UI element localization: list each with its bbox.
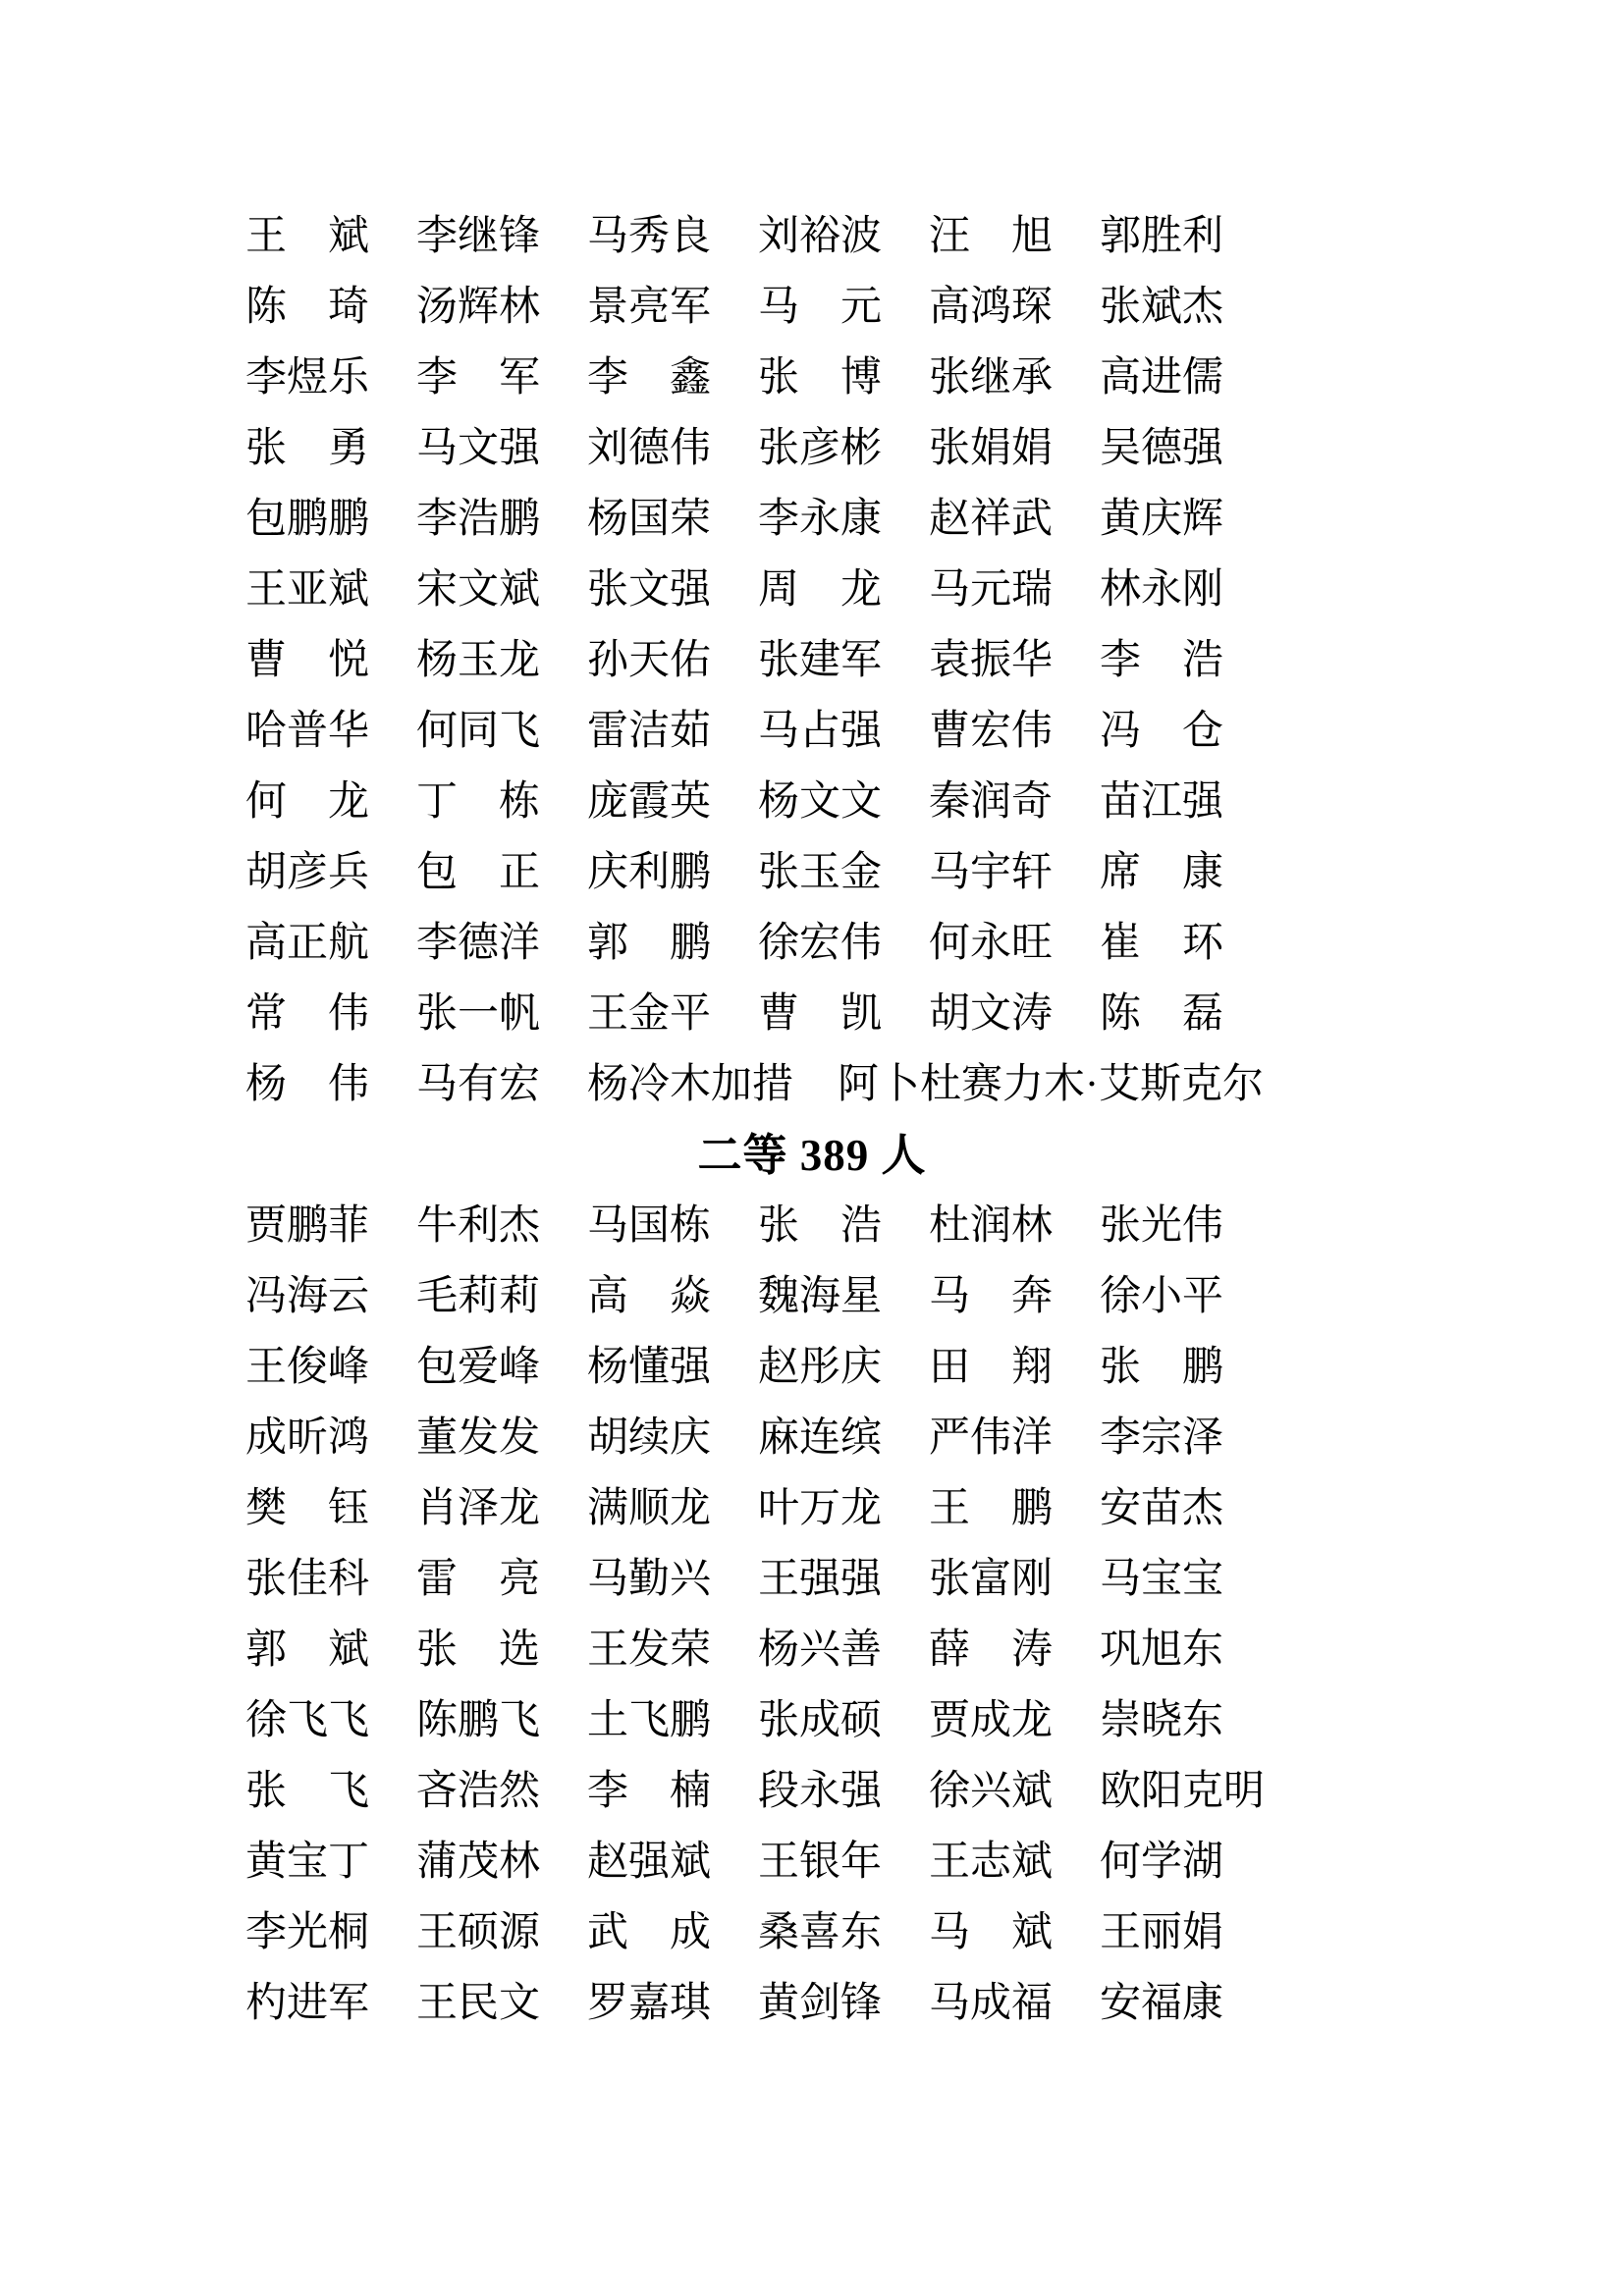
person-name: 杨冷木加措 bbox=[587, 1062, 794, 1107]
name-row bbox=[245, 908, 1379, 979]
person-name: 高正航 bbox=[245, 921, 370, 966]
person-name: 段永强 bbox=[758, 1769, 883, 1814]
person-name: 阿卜杜赛力木·艾斯克尔 bbox=[838, 1062, 1265, 1107]
person-name: 马文强 bbox=[416, 426, 541, 471]
person-name: 肖泽龙 bbox=[416, 1486, 541, 1531]
person-name: 薛 涛 bbox=[929, 1628, 1054, 1673]
person-name: 汪 旭 bbox=[929, 214, 1054, 259]
person-name: 张光伟 bbox=[1100, 1203, 1224, 1249]
person-name: 杨文文 bbox=[758, 779, 883, 825]
person-name: 李 鑫 bbox=[587, 355, 712, 400]
person-name: 马 奔 bbox=[929, 1274, 1054, 1319]
person-name: 赵祥武 bbox=[929, 497, 1054, 542]
name-row bbox=[245, 272, 1379, 343]
person-name: 雷洁茹 bbox=[587, 709, 712, 754]
person-name: 王银年 bbox=[758, 1840, 883, 1885]
name-list-section-first-class bbox=[245, 201, 1379, 1120]
person-name: 马有宏 bbox=[416, 1062, 541, 1107]
name-row bbox=[245, 555, 1379, 625]
person-name: 张 勇 bbox=[245, 426, 370, 471]
section-heading-row bbox=[245, 1120, 1379, 1191]
person-name: 庞霞英 bbox=[587, 779, 712, 825]
person-name: 王民文 bbox=[416, 1981, 541, 2026]
person-name: 吴德强 bbox=[1100, 426, 1224, 471]
person-name: 张 博 bbox=[758, 355, 883, 400]
person-name: 秦润奇 bbox=[929, 779, 1054, 825]
name-row bbox=[245, 1615, 1379, 1685]
person-name: 李 浩 bbox=[1100, 638, 1224, 683]
person-name: 王亚斌 bbox=[245, 567, 370, 613]
person-name: 马成福 bbox=[929, 1981, 1054, 2026]
person-name: 王强强 bbox=[758, 1557, 883, 1602]
person-name: 张娟娟 bbox=[929, 426, 1054, 471]
person-name: 汤辉林 bbox=[416, 285, 541, 330]
person-name: 赵彤庆 bbox=[758, 1345, 883, 1390]
name-row bbox=[245, 1756, 1379, 1827]
person-name: 张 飞 bbox=[245, 1769, 370, 1814]
person-name: 李光桐 bbox=[245, 1910, 370, 1955]
name-row bbox=[245, 1473, 1379, 1544]
name-row bbox=[245, 1827, 1379, 1897]
person-name: 李永康 bbox=[758, 497, 883, 542]
person-name: 包 正 bbox=[416, 850, 541, 895]
person-name: 李继锋 bbox=[416, 214, 541, 259]
person-name: 成昕鸿 bbox=[245, 1415, 370, 1461]
person-name: 樊 钰 bbox=[245, 1486, 370, 1531]
person-name: 张佳科 bbox=[245, 1557, 370, 1602]
person-name: 袁振华 bbox=[929, 638, 1054, 683]
person-name: 李 军 bbox=[416, 355, 541, 400]
person-name: 马国栋 bbox=[587, 1203, 712, 1249]
person-name: 马勤兴 bbox=[587, 1557, 712, 1602]
person-name: 胡续庆 bbox=[587, 1415, 712, 1461]
name-row bbox=[245, 1685, 1379, 1756]
person-name: 何 龙 bbox=[245, 779, 370, 825]
person-name: 张 浩 bbox=[758, 1203, 883, 1249]
person-name: 哈普华 bbox=[245, 709, 370, 754]
person-name: 王硕源 bbox=[416, 1910, 541, 1955]
person-name: 马占强 bbox=[758, 709, 883, 754]
person-name: 李煜乐 bbox=[245, 355, 370, 400]
person-name: 曹宏伟 bbox=[929, 709, 1054, 754]
person-name: 何永旺 bbox=[929, 921, 1054, 966]
person-name: 何学湖 bbox=[1100, 1840, 1224, 1885]
person-name: 贾鹏菲 bbox=[245, 1203, 370, 1249]
person-name: 马秀良 bbox=[587, 214, 712, 259]
person-name: 麻连缤 bbox=[758, 1415, 883, 1461]
person-name: 张成硕 bbox=[758, 1698, 883, 1743]
person-name: 曹 凯 bbox=[758, 991, 883, 1037]
person-name: 安苗杰 bbox=[1100, 1486, 1224, 1531]
person-name: 罗嘉琪 bbox=[587, 1981, 712, 2026]
person-name: 苗江强 bbox=[1100, 779, 1224, 825]
person-name: 巩旭东 bbox=[1100, 1628, 1224, 1673]
person-name: 孙天佑 bbox=[587, 638, 712, 683]
person-name: 土飞鹏 bbox=[587, 1698, 712, 1743]
person-name: 欧阳克明 bbox=[1100, 1769, 1266, 1814]
person-name: 何同飞 bbox=[416, 709, 541, 754]
person-name: 冯 仓 bbox=[1100, 709, 1224, 754]
person-name: 杨 伟 bbox=[245, 1062, 370, 1107]
person-name: 庆利鹏 bbox=[587, 850, 712, 895]
person-name: 宋文斌 bbox=[416, 567, 541, 613]
person-name: 黄庆辉 bbox=[1100, 497, 1224, 542]
person-name: 满顺龙 bbox=[587, 1486, 712, 1531]
name-row bbox=[245, 1544, 1379, 1615]
person-name: 王丽娟 bbox=[1100, 1910, 1224, 1955]
person-name: 蒲茂林 bbox=[416, 1840, 541, 1885]
person-name: 崇晓东 bbox=[1100, 1698, 1224, 1743]
person-name: 马宝宝 bbox=[1100, 1557, 1224, 1602]
person-name: 徐兴斌 bbox=[929, 1769, 1054, 1814]
name-row bbox=[245, 1968, 1379, 2039]
person-name: 牛利杰 bbox=[416, 1203, 541, 1249]
person-name: 王发荣 bbox=[587, 1628, 712, 1673]
person-name: 郭胜利 bbox=[1100, 214, 1224, 259]
name-row bbox=[245, 343, 1379, 413]
person-name: 李宗泽 bbox=[1100, 1415, 1224, 1461]
person-name: 张 鹏 bbox=[1100, 1345, 1224, 1390]
person-name: 郭 鹏 bbox=[587, 921, 712, 966]
person-name: 张文强 bbox=[587, 567, 712, 613]
person-name: 黄宝丁 bbox=[245, 1840, 370, 1885]
person-name: 景亮军 bbox=[587, 285, 712, 330]
person-name: 张 选 bbox=[416, 1628, 541, 1673]
person-name: 赵强斌 bbox=[587, 1840, 712, 1885]
person-name: 胡彦兵 bbox=[245, 850, 370, 895]
name-row bbox=[245, 696, 1379, 767]
person-name: 张玉金 bbox=[758, 850, 883, 895]
person-name: 严伟洋 bbox=[929, 1415, 1054, 1461]
person-name: 王 斌 bbox=[245, 214, 370, 259]
person-name: 席 康 bbox=[1100, 850, 1224, 895]
person-name: 刘德伟 bbox=[587, 426, 712, 471]
person-name: 杨兴善 bbox=[758, 1628, 883, 1673]
person-name: 马元瑞 bbox=[929, 567, 1054, 613]
name-row bbox=[245, 979, 1379, 1049]
person-name: 桑喜东 bbox=[758, 1910, 883, 1955]
person-name: 徐宏伟 bbox=[758, 921, 883, 966]
person-name: 武 成 bbox=[587, 1910, 712, 1955]
person-name: 田 翔 bbox=[929, 1345, 1054, 1390]
person-name: 刘裕波 bbox=[758, 214, 883, 259]
person-name: 徐小平 bbox=[1100, 1274, 1224, 1319]
person-name: 魏海星 bbox=[758, 1274, 883, 1319]
person-name: 李浩鹏 bbox=[416, 497, 541, 542]
person-name: 安福康 bbox=[1100, 1981, 1224, 2026]
person-name: 杓进军 bbox=[245, 1981, 370, 2026]
person-name: 丁 栋 bbox=[416, 779, 541, 825]
person-name: 包鹏鹏 bbox=[245, 497, 370, 542]
person-name: 徐飞飞 bbox=[245, 1698, 370, 1743]
person-name: 叶万龙 bbox=[758, 1486, 883, 1531]
name-row bbox=[245, 1403, 1379, 1473]
name-row bbox=[245, 1332, 1379, 1403]
name-row bbox=[245, 1191, 1379, 1261]
person-name: 张继承 bbox=[929, 355, 1054, 400]
person-name: 贾成龙 bbox=[929, 1698, 1054, 1743]
person-name: 包爱峰 bbox=[416, 1345, 541, 1390]
person-name: 雷 亮 bbox=[416, 1557, 541, 1602]
person-name: 周 龙 bbox=[758, 567, 883, 613]
person-name: 吝浩然 bbox=[416, 1769, 541, 1814]
person-name: 胡文涛 bbox=[929, 991, 1054, 1037]
person-name: 林永刚 bbox=[1100, 567, 1224, 613]
person-name: 杨懂强 bbox=[587, 1345, 712, 1390]
person-name: 高鸿琛 bbox=[929, 285, 1054, 330]
person-name: 马 斌 bbox=[929, 1910, 1054, 1955]
person-name: 王志斌 bbox=[929, 1840, 1054, 1885]
person-name: 张富刚 bbox=[929, 1557, 1054, 1602]
person-name: 高进儒 bbox=[1100, 355, 1224, 400]
person-name: 李 楠 bbox=[587, 1769, 712, 1814]
name-list-section-second-class bbox=[245, 1191, 1379, 2039]
person-name: 陈 琦 bbox=[245, 285, 370, 330]
name-row bbox=[245, 625, 1379, 696]
person-name: 杨玉龙 bbox=[416, 638, 541, 683]
person-name: 陈 磊 bbox=[1100, 991, 1224, 1037]
name-row bbox=[245, 1049, 1379, 1120]
person-name: 常 伟 bbox=[245, 991, 370, 1037]
person-name: 张一帆 bbox=[416, 991, 541, 1037]
person-name: 郭 斌 bbox=[245, 1628, 370, 1673]
person-name: 王俊峰 bbox=[245, 1345, 370, 1390]
person-name: 崔 环 bbox=[1100, 921, 1224, 966]
name-row bbox=[245, 767, 1379, 837]
person-name: 王 鹏 bbox=[929, 1486, 1054, 1531]
section-heading: 二等 389 人 bbox=[697, 1130, 927, 1180]
person-name: 陈鹏飞 bbox=[416, 1698, 541, 1743]
person-name: 董发发 bbox=[416, 1415, 541, 1461]
person-name: 曹 悦 bbox=[245, 638, 370, 683]
person-name: 杨国荣 bbox=[587, 497, 712, 542]
person-name: 张斌杰 bbox=[1100, 285, 1224, 330]
person-name: 李德洋 bbox=[416, 921, 541, 966]
person-name: 杜润林 bbox=[929, 1203, 1054, 1249]
name-row bbox=[245, 837, 1379, 908]
person-name: 黄剑锋 bbox=[758, 1981, 883, 2026]
person-name: 冯海云 bbox=[245, 1274, 370, 1319]
person-name: 毛莉莉 bbox=[416, 1274, 541, 1319]
person-name: 马宇轩 bbox=[929, 850, 1054, 895]
name-row bbox=[245, 1897, 1379, 1968]
person-name: 张建军 bbox=[758, 638, 883, 683]
person-name: 王金平 bbox=[587, 991, 712, 1037]
person-name: 张彦彬 bbox=[758, 426, 883, 471]
name-row bbox=[245, 201, 1379, 272]
name-row bbox=[245, 1261, 1379, 1332]
person-name: 高 焱 bbox=[587, 1274, 712, 1319]
person-name: 马 元 bbox=[758, 285, 883, 330]
name-row bbox=[245, 484, 1379, 555]
name-row bbox=[245, 413, 1379, 484]
